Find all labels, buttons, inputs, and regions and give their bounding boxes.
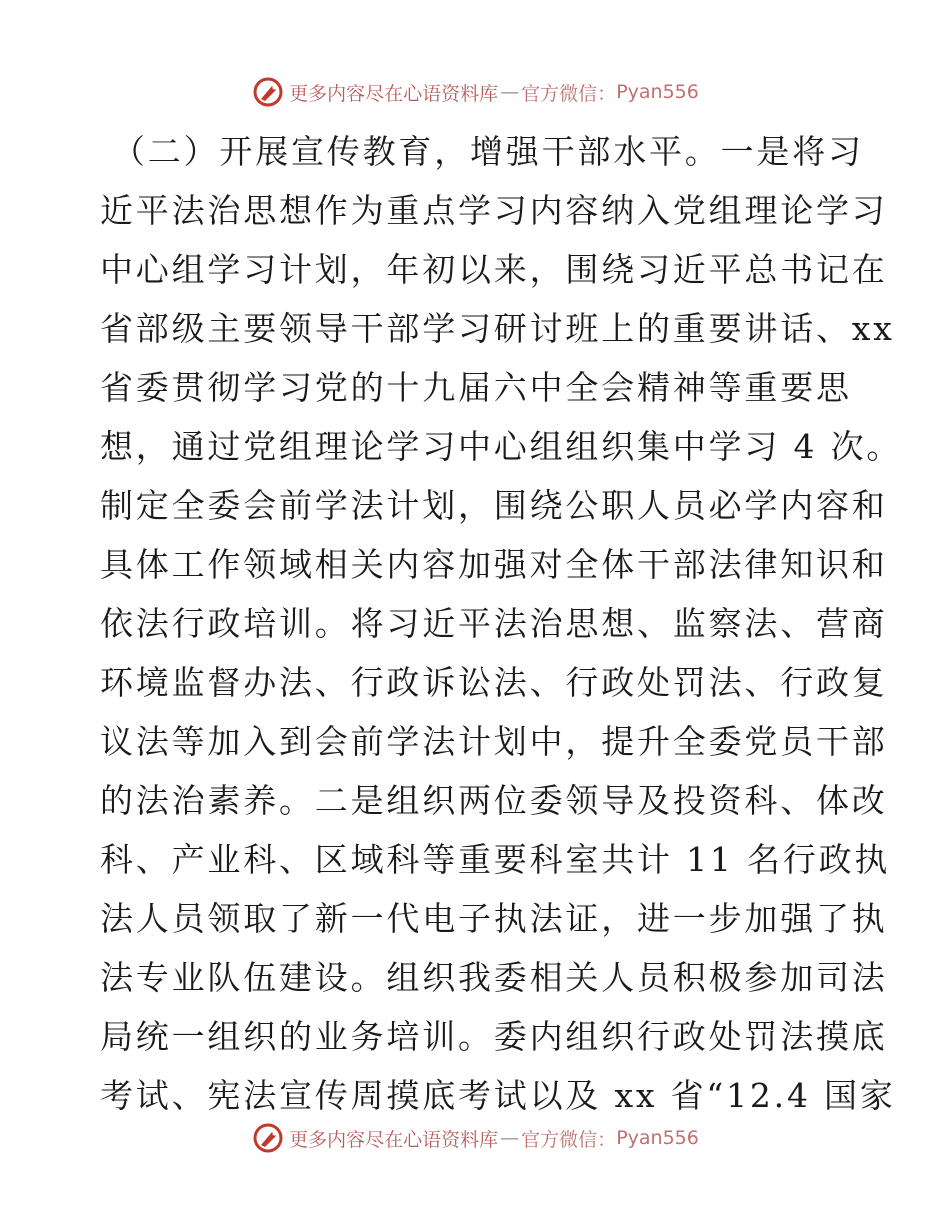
- banner-prefix: 更多内容尽在心语资料库: [289, 82, 499, 105]
- body-line: 省部级主要领导干部学习研讨班上的重要讲话、xx: [100, 309, 895, 348]
- body-line: （二）开展宣传教育，增强干部水平。一是将习: [112, 132, 864, 171]
- body-line: 局统一组织的业务培训。委内组织行政处罚法摸底: [100, 1017, 888, 1056]
- banner-wechat-label: 官方微信：: [521, 82, 617, 105]
- body-line: 议法等加入到会前学法计划中，提升全委党员干部: [100, 722, 888, 761]
- document-body: [100, 122, 903, 1125]
- header-banner: [0, 70, 950, 114]
- pen-nib-circle-logo-icon: [251, 75, 285, 109]
- body-line: 科、产业科、区域科等重要科室共计 11 名行政执: [100, 840, 891, 879]
- body-line: 依法行政培训。将习近平法治思想、监察法、营商: [100, 604, 888, 643]
- body-line: 省委贯彻学习党的十九届六中全会精神等重要思: [100, 368, 852, 407]
- body-line: 法专业队伍建设。组织我委相关人员积极参加司法: [100, 958, 888, 997]
- body-line: 法人员领取了新一代电子执法证，进一步加强了执: [100, 899, 888, 938]
- pen-nib-circle-logo-icon: [251, 1121, 285, 1155]
- banner-prefix: 更多内容尽在心语资料库: [289, 1128, 499, 1151]
- body-line: 的法治素养。二是组织两位委领导及投资科、体改: [100, 781, 888, 820]
- body-line: 环境监督办法、行政诉讼法、行政处罚法、行政复: [100, 663, 888, 702]
- body-line: 考试、宪法宣传周摸底考试以及 xx 省“12.4 国家: [100, 1076, 896, 1115]
- banner-separator: —: [500, 81, 520, 103]
- banner-account: Pyan556: [616, 81, 699, 103]
- body-line: 中心组学习计划，年初以来，围绕习近平总书记在: [100, 250, 888, 289]
- banner-separator: —: [500, 1127, 520, 1149]
- banner-account: Pyan556: [616, 1127, 699, 1149]
- body-line: 制定全委会前学法计划，围绕公职人员必学内容和: [100, 486, 888, 525]
- banner-wechat-label: 官方微信：: [521, 1128, 617, 1151]
- footer-banner: [0, 1116, 950, 1160]
- body-line: 具体工作领域相关内容加强对全体干部法律知识和: [100, 545, 888, 584]
- body-line: 想，通过党组理论学习中心组组织集中学习 4 次。: [100, 427, 903, 466]
- body-line: 近平法治思想作为重点学习内容纳入党组理论学习: [100, 191, 888, 230]
